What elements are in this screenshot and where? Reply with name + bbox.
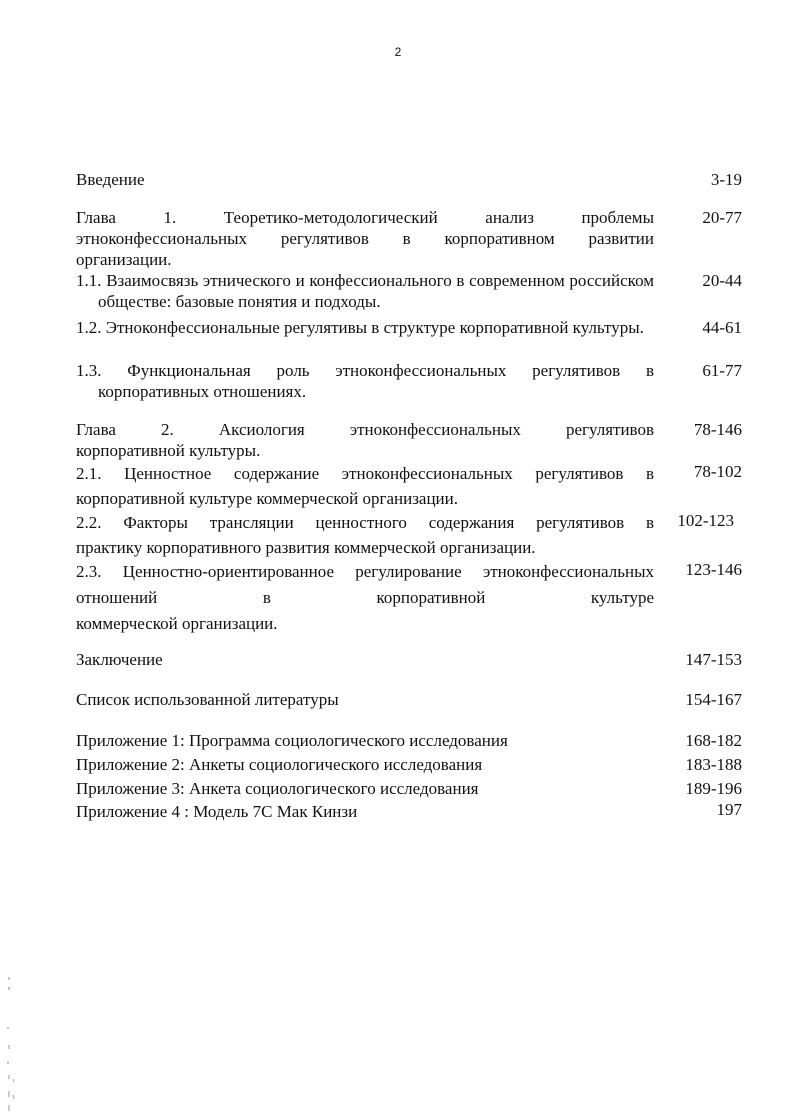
- toc-pages-appendix-3: 189-196: [685, 779, 742, 798]
- scan-margin-artifact: [6, 975, 16, 1115]
- page-number: 2: [394, 45, 402, 59]
- toc-title-introduction: Введение: [76, 170, 145, 189]
- toc-title-appendix-2: Приложение 2: Анкеты социологического исследования: [76, 755, 483, 774]
- toc-pages-section-2-3: 123-146: [685, 560, 742, 579]
- toc-pages-section-1-1: 20-44: [702, 271, 742, 290]
- toc-title-appendix-3: Приложение 3: Анкета социологического исследования: [76, 779, 479, 798]
- toc-title-section-2-2: [76, 510, 654, 560]
- toc-pages-section-1-3: 61-77: [702, 361, 742, 380]
- toc-title-section-2-1-line-1: 2.1. Ценностное содержание этноконфессиональных регулятивов в: [76, 464, 654, 483]
- toc-title-section-2-1-line-2: корпоративной культуре коммерческой организации.: [76, 489, 458, 508]
- toc-title-chapter-1-line-2: организации.: [76, 250, 172, 269]
- toc-pages-references: 154-167: [685, 690, 742, 709]
- toc-title-chapter-2: [76, 419, 654, 461]
- toc-title-section-2-2-line-2: практику корпоративного развития коммерческой организации.: [76, 538, 536, 557]
- toc-pages-conclusion: 147-153: [685, 650, 742, 669]
- toc-title-section-2-3: [76, 559, 654, 637]
- toc-pages-appendix-1: 168-182: [685, 731, 742, 750]
- toc-pages-section-2-2: 102-123: [677, 511, 734, 530]
- toc-title-section-1-1: 1.1. Взаимосвязь этнического и конфессионального в современном российском обществе: базовые понятия и подходы.: [76, 271, 654, 311]
- toc-title-chapter-2-line-2: корпоративной культуры.: [76, 441, 261, 460]
- toc-pages-section-1-2: 44-61: [702, 318, 742, 337]
- toc-title-chapter-1: [76, 207, 654, 270]
- toc-title-section-2-3-line-2: коммерческой организации.: [76, 614, 278, 633]
- toc-title-chapter-1-line-1: Глава 1. Теоретико-методологический анализ проблемы этноконфессиональных регулятивов в корпоративном развитии: [76, 208, 654, 248]
- toc-title-section-2-3-line-1: 2.3. Ценностно-ориентированное регулирование этноконфессиональных отношений в корпоративной культуре: [76, 562, 654, 607]
- toc-title-conclusion: Заключение: [76, 650, 163, 669]
- toc-pages-appendix-4: 197: [716, 800, 742, 819]
- toc-title-appendix-4: Приложение 4 : Модель 7С Мак Кинзи: [76, 802, 358, 821]
- toc-title-section-2-2-line-1: 2.2. Факторы трансляции ценностного содержания регулятивов в: [76, 513, 654, 532]
- toc-title-section-2-1: [76, 461, 654, 511]
- toc-pages-chapter-1: 20-77: [702, 208, 742, 227]
- toc-title-references: Список использованной литературы: [76, 690, 339, 709]
- toc-pages-introduction: 3-19: [710, 170, 742, 189]
- toc-pages-section-2-1: 78-102: [693, 462, 742, 481]
- toc-title-appendix-1: Приложение 1: Программа социологического исследования: [76, 731, 508, 750]
- toc-title-chapter-2-line-1: Глава 2. Аксиология этноконфессиональных регулятивов: [76, 420, 654, 439]
- toc-pages-chapter-2: 78-146: [693, 420, 742, 439]
- toc-title-section-1-3: 1.3. Функциональная роль этноконфессиональных регулятивов в корпоративных отношениях.: [76, 361, 654, 401]
- toc-title-section-1-2: 1.2. Этноконфессиональные регулятивы в структуре корпоративной культуры.: [76, 318, 644, 337]
- toc-pages-appendix-2: 183-188: [685, 755, 742, 774]
